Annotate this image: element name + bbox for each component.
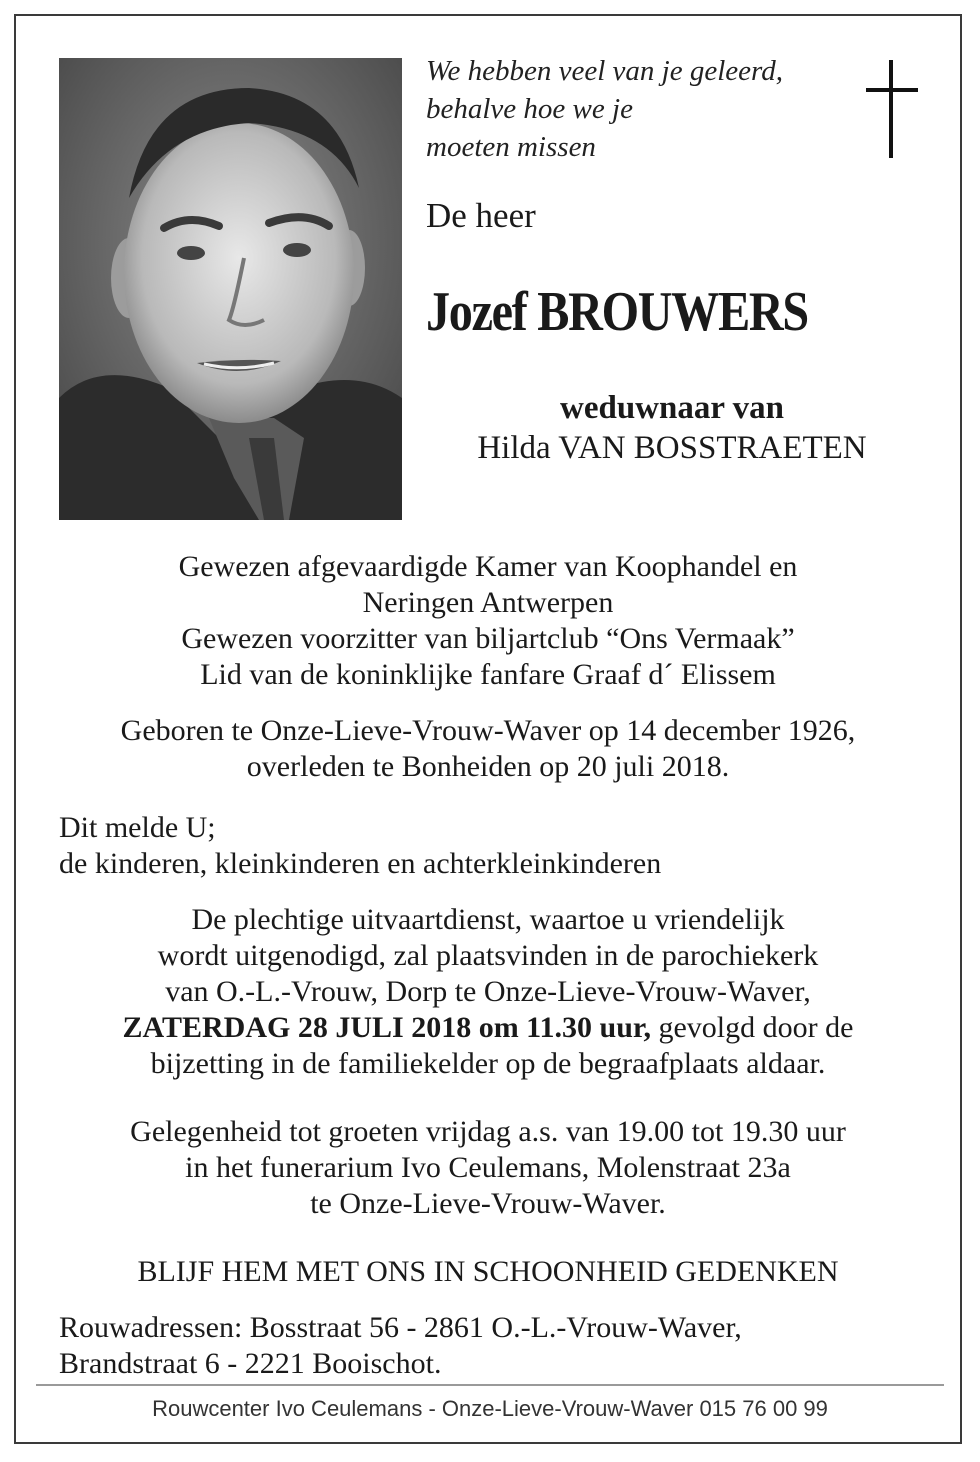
address-line: Brandstraat 6 - 2221 Booischot. [59, 1347, 442, 1380]
announce-line: de kinderen, kleinkinderen en achterkleinkinderen [59, 847, 662, 880]
widower-label: weduwnaar van [559, 390, 785, 426]
birth-death-block [40, 713, 936, 785]
functions-block [40, 549, 936, 693]
quote-line: moeten missen [426, 131, 596, 163]
honorific: De heer [426, 196, 536, 235]
visit-line: te Onze-Lieve-Vrouw-Waver. [310, 1187, 666, 1220]
announce-line: Dit melde U; [59, 811, 216, 844]
widower-of [412, 388, 932, 468]
cross-icon [862, 60, 922, 165]
function-line: Gewezen voorzitter van biljartclub “Ons Vermaak” [181, 622, 795, 655]
service-line: van O.-L.-Vrouw, Dorp te Onze-Lieve-Vrouw-Waver, [165, 975, 811, 1008]
function-line: Lid van de koninklijke fanfare Graaf d´ Elissem [200, 658, 776, 691]
funeral-home-footer: Rouwcenter Ivo Ceulemans - Onze-Lieve-Vrouw-Waver 015 76 00 99 [152, 1396, 828, 1421]
quote-line: We hebben veel van je geleerd, [426, 55, 783, 87]
deceased-name: Jozef BROUWERS [426, 281, 808, 343]
address-line: Rouwadressen: Bosstraat 56 - 2861 O.-L.-Vrouw-Waver, [59, 1311, 742, 1344]
footer-divider [36, 1384, 944, 1386]
visit-line: in het funerarium Ivo Ceulemans, Molenstraat 23a [185, 1151, 791, 1184]
death-line: overleden te Bonheiden op 20 juli 2018. [246, 750, 730, 783]
birth-line: Geboren te Onze-Lieve-Vrouw-Waver op 14 december 1926, [120, 714, 856, 747]
service-block [40, 902, 936, 1082]
addresses-block [59, 1310, 939, 1382]
service-line [40, 1010, 936, 1046]
visit-line: Gelegenheid tot groeten vrijdag a.s. van 19.00 tot 19.30 uur [130, 1115, 846, 1148]
function-line: Neringen Antwerpen [362, 586, 614, 619]
service-date: ZATERDAG 28 JULI 2018 om 11.30 uur, [122, 1011, 651, 1044]
spouse-name: Hilda VAN BOSSTRAETEN [477, 430, 867, 466]
function-line: Gewezen afgevaardigde Kamer van Koophandel en [178, 550, 798, 583]
service-line-rest: gevolgd door de [650, 1011, 854, 1044]
portrait-photo [59, 58, 402, 520]
service-line: bijzetting in de familiekelder op de begraafplaats aldaar. [150, 1047, 826, 1080]
memorial-quote [426, 52, 846, 166]
service-line: wordt uitgenodigd, zal plaatsvinden in de parochiekerk [157, 939, 819, 972]
service-line: De plechtige uitvaartdienst, waartoe u vriendelijk [191, 903, 785, 936]
visitation-block [40, 1114, 936, 1222]
announcement-block [59, 810, 939, 882]
closing-line: BLIJF HEM MET ONS IN SCHOONHEID GEDENKEN [137, 1255, 839, 1288]
quote-line: behalve hoe we je [426, 93, 633, 125]
